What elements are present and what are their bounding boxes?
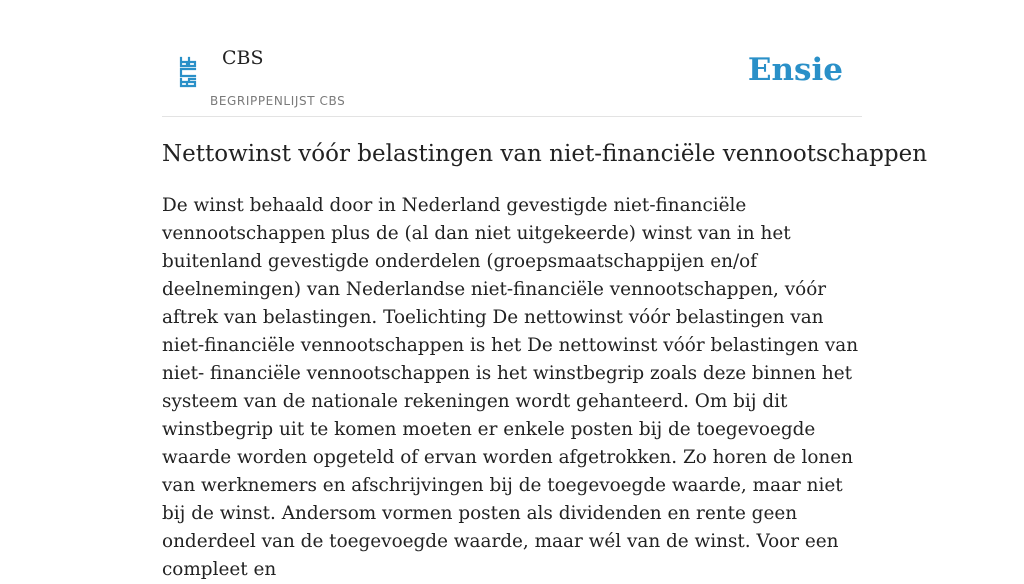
page-title: Nettowinst vóór belastingen van niet-financiële vennootschappen: [162, 141, 928, 167]
page: [162, 0, 928, 580]
org-name: CBS: [222, 47, 264, 69]
definition-text: De winst behaald door in Nederland gevestigde niet-financiële vennootschappen plus de (al dan niet uitgekeerde) winst van in het buitenland gevestigde onderdelen (groepsmaatschappijen en/of deelnemingen) van Nederlandse niet-financiële vennootschappen, vóór aftrek van belastingen. Toelichting De nettowinst vóór belastingen van niet-financiële vennootschappen is het De nettowinst vóór belastingen van niet- financiële vennootschappen is het winstbegrip zoals deze binnen het systeem van de nationale rekeningen wordt gehanteerd. Om bij dit winstbegrip uit te komen moeten er enkele posten bij de toegevoegde waarde worden opgeteld of ervan worden afgetrokken. Zo horen de lonen van werknemers en afschrijvingen bij de toegevoegde waarde, maar niet bij de winst. Andersom vormen posten als dividenden en rente geen onderdeel van de toegevoegde waarde, maar wél van de winst. Voor een compleet en: [162, 195, 859, 580]
header: [162, 0, 862, 117]
ensie-brand-link[interactable]: Ensie: [747, 52, 843, 88]
cbs-logo-icon[interactable]: [176, 56, 198, 88]
glossary-subtitle[interactable]: BEGRIPPENLIJST CBS: [210, 94, 346, 108]
